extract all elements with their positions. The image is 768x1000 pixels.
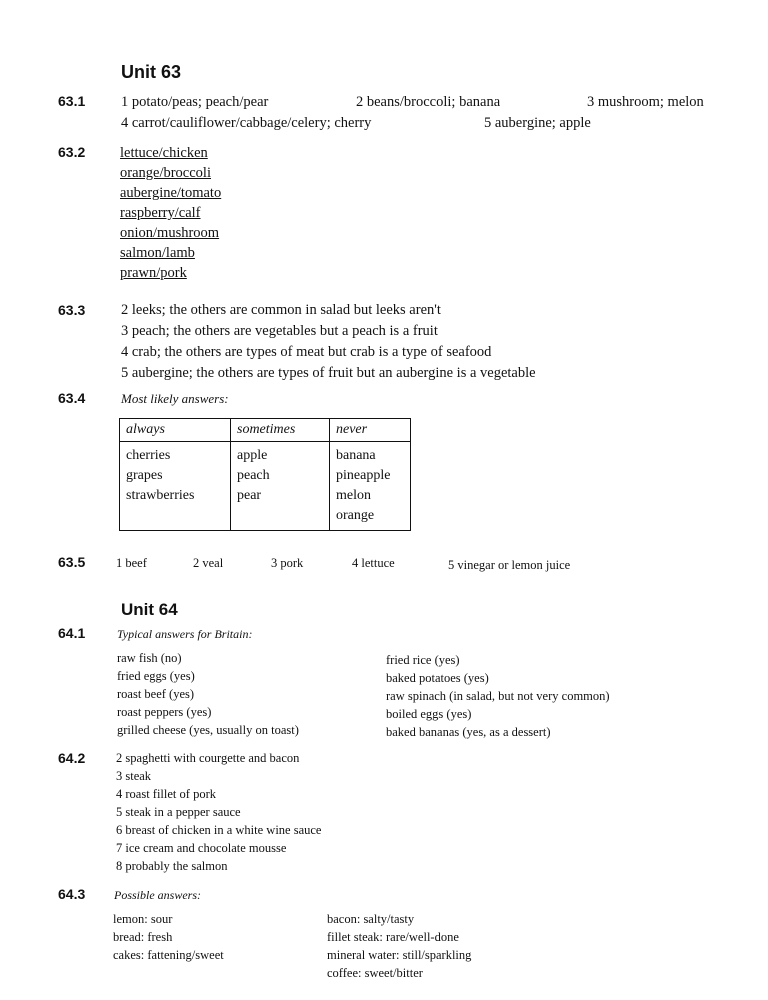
exercise-63-3-number: 63.3 — [58, 302, 86, 318]
list-item: orange — [336, 508, 375, 523]
sometimes-cell — [231, 442, 330, 531]
answer-63-2-line: salmon/lamb — [120, 245, 195, 261]
list-item: grapes — [126, 468, 163, 483]
answer-64-1-line: baked bananas (yes, as a dessert) — [386, 725, 551, 739]
answer-64-2-line: 6 breast of chicken in a white wine sauce — [116, 823, 322, 837]
answer-63-2-list — [120, 143, 221, 283]
column-header-never: never — [330, 419, 411, 442]
answer-64-1-line: boiled eggs (yes) — [386, 707, 472, 721]
list-item: strawberries — [126, 488, 195, 503]
answer-64-2-list — [116, 749, 321, 875]
answer-63-1-item-3: 3 mushroom; melon — [587, 94, 704, 110]
answer-64-1-line: grilled cheese (yes, usually on toast) — [117, 723, 299, 737]
answer-63-2-line: lettuce/chicken — [120, 145, 208, 161]
always-cell — [120, 442, 231, 531]
exercise-63-2-number: 63.2 — [58, 144, 86, 160]
answer-64-2-line: 2 spaghetti with courgette and bacon — [116, 751, 300, 765]
answer-64-1-right-column — [386, 651, 610, 741]
answer-64-1-line: roast peppers (yes) — [117, 705, 212, 719]
unit-63-title: Unit 63 — [121, 62, 182, 82]
answer-63-1-item-2: 2 beans/broccoli; banana — [356, 94, 501, 110]
answer-63-4-table — [119, 418, 411, 531]
answer-64-1-note: Typical answers for Britain: — [117, 627, 253, 641]
answer-63-2-line: prawn/pork — [120, 265, 187, 281]
exercise-64-1-number: 64.1 — [58, 625, 86, 641]
answer-63-1-item-1: 1 potato/peas; peach/pear — [121, 94, 269, 110]
answer-64-1-line: raw spinach (in salad, but not very common) — [386, 689, 610, 703]
answer-64-2-line: 5 steak in a pepper sauce — [116, 805, 241, 819]
answer-63-2-line: onion/mushroom — [120, 225, 220, 241]
answer-63-3-line: 4 crab; the others are types of meat but crab is a type of seafood — [121, 344, 492, 360]
answer-63-2-line: orange/broccoli — [120, 165, 211, 181]
answer-63-2-line: raspberry/calf — [120, 205, 201, 221]
answer-63-4-note: Most likely answers: — [121, 391, 229, 406]
answer-64-1-line: fried eggs (yes) — [117, 669, 195, 683]
answer-64-3-line: bacon: salty/tasty — [327, 912, 415, 926]
answer-63-3-line: 5 aubergine; the others are types of fruit but an aubergine is a vegetable — [121, 365, 536, 381]
answer-63-3-line: 3 peach; the others are vegetables but a peach is a fruit — [121, 323, 438, 339]
answer-63-3-list — [121, 300, 536, 384]
answer-63-1-item-4: 4 carrot/cauliflower/cabbage/celery; cherry — [121, 115, 372, 131]
answer-64-3-note: Possible answers: — [114, 888, 201, 902]
answer-63-2-line: aubergine/tomato — [120, 185, 222, 201]
list-item: pineapple — [336, 468, 391, 483]
answer-64-1-line: roast beef (yes) — [117, 687, 195, 701]
answer-64-3-right-column — [327, 910, 471, 982]
answer-63-5-item-2: 2 veal — [193, 556, 224, 570]
answer-64-2-line: 3 steak — [116, 769, 152, 783]
unit-64-title: Unit 64 — [121, 600, 178, 619]
answer-64-3-line: mineral water: still/sparkling — [327, 948, 472, 962]
answer-63-5-item-4: 4 lettuce — [352, 556, 395, 570]
answer-63-3-line: 2 leeks; the others are common in salad but leeks aren't — [121, 302, 441, 318]
exercise-63-1-number: 63.1 — [58, 93, 86, 109]
answer-64-2-line: 7 ice cream and chocolate mousse — [116, 841, 287, 855]
answer-64-1-left-column — [117, 649, 299, 739]
answer-64-3-line: lemon: sour — [113, 912, 173, 926]
exercise-64-3-number: 64.3 — [58, 886, 86, 902]
answer-64-3-line: fillet steak: rare/well-done — [327, 930, 459, 944]
column-header-sometimes: sometimes — [231, 419, 330, 442]
exercise-63-4-number: 63.4 — [58, 390, 86, 406]
list-item: pear — [237, 488, 262, 503]
answer-64-1-line: baked potatoes (yes) — [386, 671, 489, 685]
never-cell — [330, 442, 411, 531]
answer-63-5-item-1: 1 beef — [116, 556, 147, 570]
answer-63-1-item-5: 5 aubergine; apple — [484, 115, 591, 131]
list-item: melon — [336, 488, 371, 503]
answer-63-5-item-3: 3 pork — [271, 556, 304, 570]
answer-63-5-item-5: 5 vinegar or lemon juice — [448, 558, 571, 572]
answer-64-1-line: fried rice (yes) — [386, 653, 460, 667]
list-item: peach — [237, 468, 270, 483]
list-item: apple — [237, 448, 268, 463]
answer-64-3-left-column — [113, 910, 224, 964]
exercise-64-2-number: 64.2 — [58, 750, 86, 766]
list-item: cherries — [126, 448, 171, 463]
answer-64-3-line: bread: fresh — [113, 930, 173, 944]
column-header-always: always — [120, 419, 231, 442]
list-item: banana — [336, 448, 376, 463]
exercise-63-5-number: 63.5 — [58, 554, 86, 570]
answer-64-3-line: cakes: fattening/sweet — [113, 948, 224, 962]
answer-64-3-line: coffee: sweet/bitter — [327, 966, 423, 980]
answer-64-2-line: 4 roast fillet of pork — [116, 787, 216, 801]
answer-64-1-line: raw fish (no) — [117, 651, 182, 665]
answer-64-2-line: 8 probably the salmon — [116, 859, 228, 873]
